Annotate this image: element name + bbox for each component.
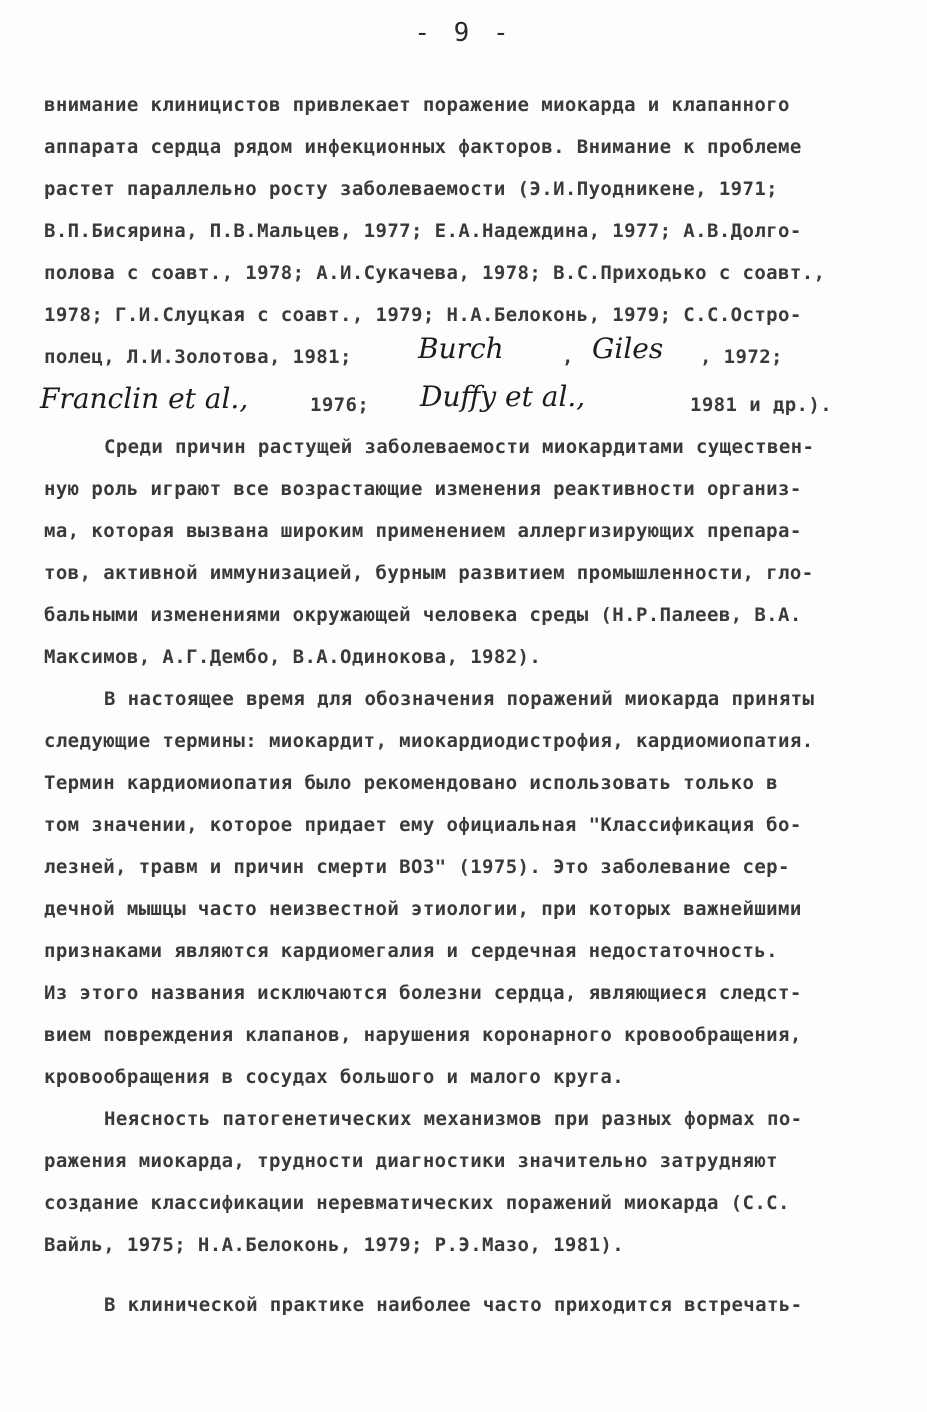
text-line: Максимов, А.Г.Дембо, В.А.Одинокова, 1982). (44, 646, 542, 668)
text-line: Вайль, 1975; Н.А.Белоконь, 1979; Р.Э.Мазо, 1981). (44, 1234, 625, 1256)
text-line-year: 1976; (310, 394, 370, 416)
text-line: следующие термины: миокардит, миокардиодистрофия, кардиомиопатия. (44, 730, 814, 752)
text-line: внимание клиницистов привлекает поражение миокарда и клапанного (44, 94, 790, 116)
text-line: В.П.Бисярина, П.В.Мальцев, 1977; Е.А.Надеждина, 1977; А.В.Долго- (44, 220, 802, 242)
text-line: кровообращения в сосудах большого и малого круга. (44, 1066, 625, 1088)
text-line: Термин кардиомиопатия было рекомендовано использовать только в (44, 772, 779, 794)
text-line: полец, Л.И.Золотова, 1981; (44, 346, 352, 368)
text-line: лезней, травм и причин смерти ВОЗ" (1975). Это заболевание сер- (44, 856, 790, 878)
text-line: ражения миокарда, трудности диагностики значительно затрудняют (44, 1150, 779, 1172)
text-line-tail: 1981 и др.). (690, 394, 833, 416)
handwritten-author-duffy: Duffy et al., (420, 380, 586, 413)
text-line: В клинической практике наиболее часто приходится встречать- (104, 1294, 803, 1316)
text-line: полова с соавт., 1978; А.И.Сукачева, 1978; В.С.Приходько с соавт., (44, 262, 826, 284)
text-line: Из этого названия исключаются болезни сердца, являющиеся следст- (44, 982, 802, 1004)
handwritten-author-burch: Burch (418, 332, 504, 365)
text-line: растет параллельно росту заболеваемости (Э.И.Пуодникене, 1971; (44, 178, 779, 200)
text-line: Среди причин растущей заболеваемости миокардитами существен- (104, 436, 815, 458)
text-line: ма, которая вызвана широким применением аллергизирующих препара- (44, 520, 802, 542)
text-line-year: , 1972; (700, 346, 783, 368)
text-line: 1978; Г.И.Слуцкая с соавт., 1979; Н.А.Белоконь, 1979; С.С.Остро- (44, 304, 802, 326)
text-line: Неясность патогенетических механизмов при разных формах по- (104, 1108, 803, 1130)
text-line: создание классификации неревматических поражений миокарда (С.С. (44, 1192, 790, 1214)
text-line: дечной мышцы часто неизвестной этиологии, при которых важнейшими (44, 898, 802, 920)
text-line: тов, активной иммунизацией, бурным развитием промышленности, гло- (44, 562, 814, 584)
text-line: аппарата сердца рядом инфекционных факторов. Внимание к проблеме (44, 136, 802, 158)
text-line: вием повреждения клапанов, нарушения коронарного кровообращения, (44, 1024, 802, 1046)
text-line: том значении, которое придает ему официальная "Классификация бо- (44, 814, 802, 836)
handwritten-author-giles: Giles (592, 332, 664, 365)
page-number: - 9 - (414, 18, 513, 48)
text-line: признаками являются кардиомегалия и сердечная недостаточность. (44, 940, 779, 962)
text-line: В настоящее время для обозначения поражений миокарда приняты (104, 688, 815, 710)
handwritten-author-franclin: Franclin et al., (40, 382, 249, 415)
text-line: ную роль играют все возрастающие изменения реактивности организ- (44, 478, 802, 500)
text-line: бальными изменениями окружающей человека среды (Н.Р.Палеев, В.А. (44, 604, 802, 626)
text-separator: , (562, 346, 574, 368)
